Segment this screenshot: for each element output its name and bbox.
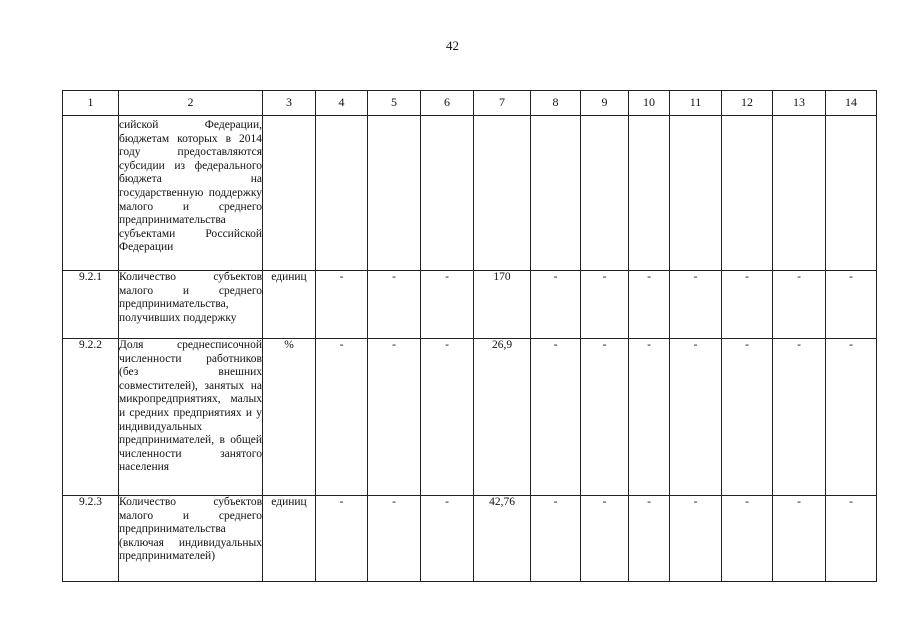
value-cell: - [629, 271, 670, 339]
column-header: 8 [531, 91, 581, 116]
unit-cell: единиц [263, 496, 316, 582]
value-cell: - [670, 339, 722, 496]
column-header: 12 [722, 91, 773, 116]
column-header: 5 [368, 91, 421, 116]
value-cell: - [581, 339, 629, 496]
value-cell [316, 116, 368, 271]
indicator-name-cell: Доля среднесписочной численности работников (без внешних совместителей), занятых на микропредприятиях, малых и средних предприятиях и у индивидуальных предпринимателей, в общей численности занятого населения [119, 339, 263, 496]
value-cell [773, 116, 826, 271]
value-cell: - [826, 496, 877, 582]
row-number-cell [63, 116, 119, 271]
column-header: 10 [629, 91, 670, 116]
value-cell: - [316, 496, 368, 582]
table-row-9-2-2 [63, 339, 877, 496]
column-header: 6 [421, 91, 474, 116]
value-cell: - [722, 271, 773, 339]
value-cell: - [773, 496, 826, 582]
value-cell: 170 [474, 271, 531, 339]
column-header: 4 [316, 91, 368, 116]
value-cell: 26,9 [474, 339, 531, 496]
column-header: 1 [63, 91, 119, 116]
value-cell: - [826, 271, 877, 339]
column-header: 2 [119, 91, 263, 116]
value-cell: - [670, 496, 722, 582]
value-cell: - [722, 339, 773, 496]
value-cell: - [368, 271, 421, 339]
value-cell [531, 116, 581, 271]
value-cell: - [581, 271, 629, 339]
value-cell: - [368, 496, 421, 582]
value-cell [368, 116, 421, 271]
value-cell [421, 116, 474, 271]
value-cell: - [826, 339, 877, 496]
indicator-name-cell: Количество субъектов малого и среднего предпринимательства (включая индивидуальных предпринимателей) [119, 496, 263, 582]
value-cell: - [581, 496, 629, 582]
value-cell [826, 116, 877, 271]
value-cell: - [316, 339, 368, 496]
column-header: 11 [670, 91, 722, 116]
value-cell: - [722, 496, 773, 582]
value-cell: - [531, 271, 581, 339]
value-cell: - [531, 496, 581, 582]
value-cell: - [531, 339, 581, 496]
value-cell: - [421, 271, 474, 339]
column-header: 7 [474, 91, 531, 116]
value-cell: - [421, 496, 474, 582]
indicator-name-cell: сийской Федерации, бюджетам которых в 2014 году предоставляются субсидии из федерального бюджета на государственную поддержку малого и среднего предпринимательства субъектами Российской Федерации [119, 116, 263, 271]
indicator-name-cell: Количество субъектов малого и среднего предпринимательства, получивших поддержку [119, 271, 263, 339]
value-cell: - [368, 339, 421, 496]
table-row-continuation [63, 116, 877, 271]
table-row-9-2-1 [63, 271, 877, 339]
row-number-cell: 9.2.2 [63, 339, 119, 496]
row-number-cell: 9.2.3 [63, 496, 119, 582]
unit-cell: % [263, 339, 316, 496]
unit-cell [263, 116, 316, 271]
value-cell: - [629, 339, 670, 496]
value-cell: - [316, 271, 368, 339]
table-header-row [63, 91, 877, 116]
column-header: 14 [826, 91, 877, 116]
value-cell: - [670, 271, 722, 339]
column-header: 9 [581, 91, 629, 116]
value-cell [474, 116, 531, 271]
value-cell [629, 116, 670, 271]
value-cell: - [421, 339, 474, 496]
page-number: 42 [446, 38, 459, 53]
column-header: 13 [773, 91, 826, 116]
value-cell [722, 116, 773, 271]
value-cell [670, 116, 722, 271]
indicators-table [62, 90, 877, 582]
value-cell: 42,76 [474, 496, 531, 582]
value-cell: - [773, 271, 826, 339]
value-cell: - [773, 339, 826, 496]
table-row-9-2-3 [63, 496, 877, 582]
value-cell [581, 116, 629, 271]
unit-cell: единиц [263, 271, 316, 339]
row-number-cell: 9.2.1 [63, 271, 119, 339]
value-cell: - [629, 496, 670, 582]
column-header: 3 [263, 91, 316, 116]
